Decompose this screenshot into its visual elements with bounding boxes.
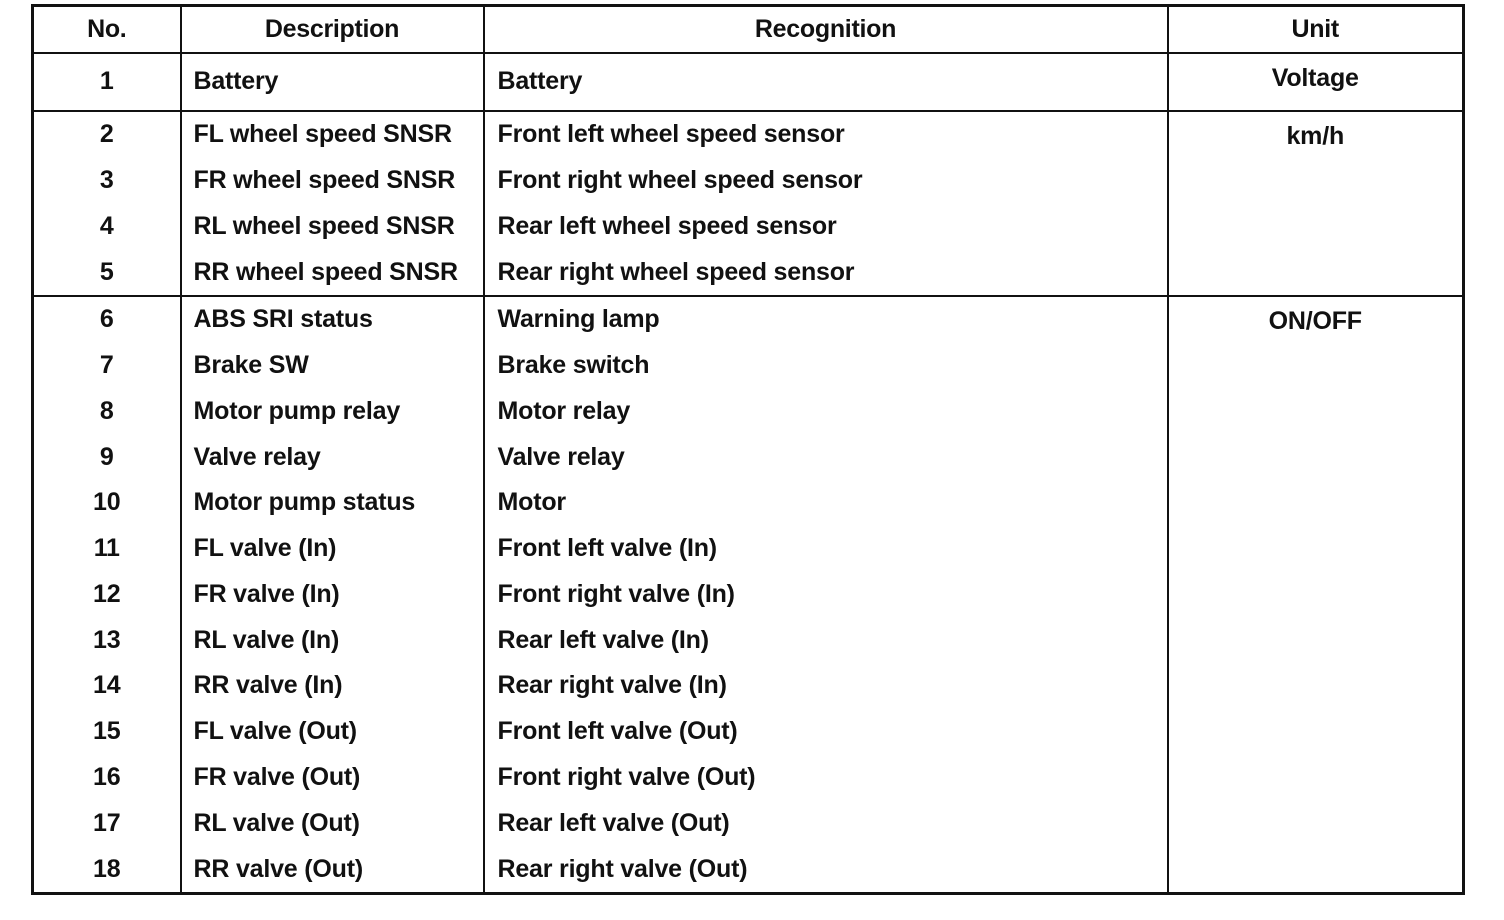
cell-description: FL valve (In) [181, 526, 484, 572]
cell-description: FR valve (In) [181, 572, 484, 618]
cell-no: 10 [93, 488, 121, 517]
cell-no: 16 [93, 762, 121, 791]
cell-description: Motor pump status [181, 480, 484, 526]
cell-recognition: Front right wheel speed sensor [484, 158, 1168, 204]
cell-no: 7 [99, 351, 114, 380]
cell-recognition: Front right valve (In) [484, 572, 1168, 618]
cell-no: 3 [99, 166, 114, 195]
cell-recognition: Battery [484, 53, 1168, 111]
cell-description: RR valve (Out) [181, 846, 484, 894]
header-description: Description [181, 6, 484, 54]
cell-no: 4 [99, 211, 114, 240]
cell-description: FL valve (Out) [181, 709, 484, 755]
cell-no: 6 [33, 296, 181, 343]
cell-recognition: Warning lamp [484, 296, 1168, 343]
cell-no: 12 [93, 579, 121, 608]
cell-recognition: Front left valve (In) [484, 526, 1168, 572]
cell-description: Motor pump relay [181, 389, 484, 435]
cell-recognition: Motor [484, 480, 1168, 526]
cell-no: 1 [33, 53, 181, 111]
cell-recognition: Valve relay [484, 434, 1168, 480]
cell-recognition: Rear right valve (Out) [484, 846, 1168, 894]
header-no: No. [33, 6, 181, 54]
cell-no: 15 [93, 717, 121, 746]
table-body [33, 53, 1464, 894]
parameter-table [31, 4, 1465, 895]
cell-recognition: Rear right wheel speed sensor [484, 249, 1168, 296]
cell-description: Valve relay [181, 434, 484, 480]
cell-description: RR wheel speed SNSR [181, 249, 484, 296]
header-recognition: Recognition [484, 6, 1168, 54]
cell-no: 9 [99, 442, 114, 471]
cell-no: 14 [93, 671, 121, 700]
cell-no: 17 [93, 808, 121, 837]
cell-recognition: Rear left wheel speed sensor [484, 203, 1168, 249]
header-unit: Unit [1168, 6, 1464, 54]
cell-description: Brake SW [181, 343, 484, 389]
table-row [33, 296, 1464, 343]
cell-recognition: Brake switch [484, 343, 1168, 389]
cell-recognition: Rear left valve (Out) [484, 800, 1168, 846]
cell-recognition: Rear right valve (In) [484, 663, 1168, 709]
cell-description: RL valve (Out) [181, 800, 484, 846]
cell-no: 13 [93, 625, 121, 654]
cell-no: 18 [93, 854, 121, 883]
cell-description: FL wheel speed SNSR [181, 111, 484, 158]
cell-recognition: Front right valve (Out) [484, 755, 1168, 801]
cell-recognition: Motor relay [484, 389, 1168, 435]
table-header [33, 6, 1464, 54]
cell-description: RL valve (In) [181, 617, 484, 663]
cell-recognition: Rear left valve (In) [484, 617, 1168, 663]
cell-description: FR wheel speed SNSR [181, 158, 484, 204]
cell-unit: ON/OFF [1168, 296, 1464, 894]
table-row [33, 111, 1464, 158]
header-row [33, 6, 1464, 54]
cell-recognition: Front left valve (Out) [484, 709, 1168, 755]
cell-unit: km/h [1168, 111, 1464, 296]
cell-description: Battery [181, 53, 484, 111]
cell-unit: Voltage [1168, 53, 1464, 111]
cell-no: 8 [99, 396, 114, 425]
table-row [33, 53, 1464, 111]
cell-description: ABS SRI status [181, 296, 484, 343]
cell-description: RL wheel speed SNSR [181, 203, 484, 249]
cell-recognition: Front left wheel speed sensor [484, 111, 1168, 158]
cell-no: 5 [99, 257, 114, 286]
cell-no: 11 [93, 534, 120, 563]
cell-description: RR valve (In) [181, 663, 484, 709]
cell-description: FR valve (Out) [181, 755, 484, 801]
cell-no: 2 [33, 111, 181, 158]
